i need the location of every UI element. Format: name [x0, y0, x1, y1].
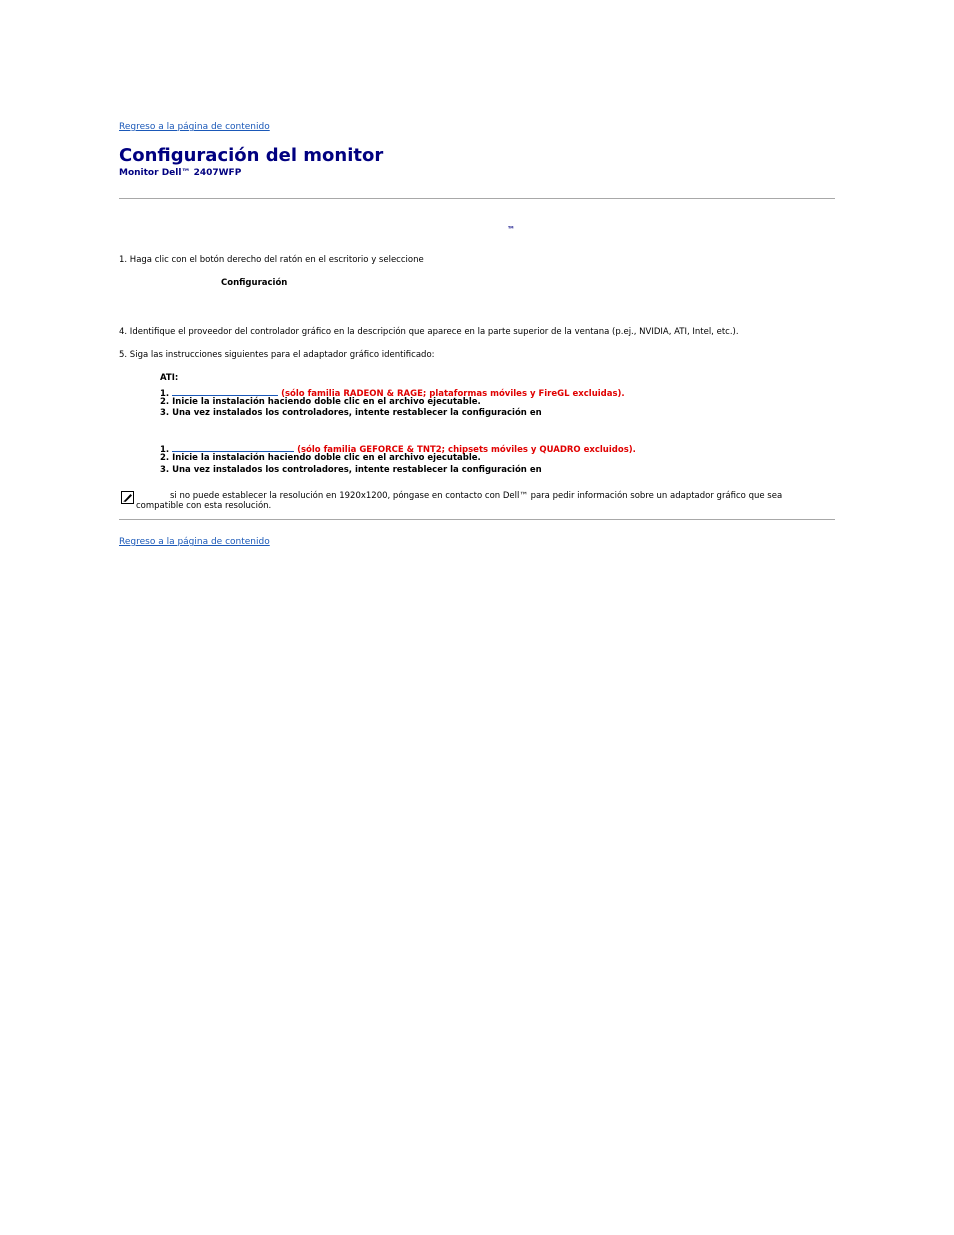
ati-driver-link[interactable] — [172, 386, 278, 396]
ati-heading: ATI: — [160, 373, 179, 383]
ati-item-3: 3. Una vez instalados los controladores, intente restablecer la configuración en — [160, 408, 542, 418]
step-5-text: 5. Siga las instrucciones siguientes para el adaptador gráfico identificado: — [119, 350, 435, 360]
configuracion-label: Configuración — [221, 278, 288, 288]
step-4-text: 4. Identifique el proveedor del controlador gráfico en la descripción que aparece en la parte superior de la ventana (p.ej., NVIDIA, ATI, Intel, etc.). — [119, 327, 739, 337]
note-text-line-2: compatible con esta resolución. — [136, 501, 272, 511]
page-subtitle: Monitor Dell™ 2407WFP — [119, 168, 242, 178]
back-to-contents-link-top[interactable]: Regreso a la página de contenido — [119, 122, 270, 132]
ati-item-1-number: 1. — [160, 389, 170, 399]
nvidia-item-2: 2. Inicie la instalación haciendo doble clic en el archivo ejecutable. — [160, 453, 481, 463]
note-text-line-1: si no puede establecer la resolución en 1920x1200, póngase en contacto con Dell™ para pedir información sobre un adaptador gráfico que sea — [170, 491, 783, 501]
ati-item-2: 2. Inicie la instalación haciendo doble clic en el archivo ejecutable. — [160, 397, 481, 407]
back-to-contents-link-bottom[interactable]: Regreso a la página de contenido — [119, 537, 270, 547]
nvidia-driver-link[interactable] — [172, 442, 294, 452]
ati-item-1-note: (sólo familia RADEON & RAGE; plataformas móviles y FireGL excluidas). — [281, 389, 625, 399]
trademark-mark: ™ — [507, 225, 515, 234]
nvidia-item-3: 3. Una vez instalados los controladores, intente restablecer la configuración en — [160, 465, 542, 475]
note-pencil-icon — [121, 491, 134, 504]
step-1-text: 1. Haga clic con el botón derecho del ratón en el escritorio y seleccione — [119, 255, 424, 265]
page-title: Configuración del monitor — [119, 145, 384, 166]
nvidia-item-1-note: (sólo familia GEFORCE & TNT2; chipsets móviles y QUADRO excluidos). — [297, 445, 636, 455]
nvidia-item-1-number: 1. — [160, 445, 170, 455]
divider-top — [119, 198, 835, 199]
divider-bottom — [119, 519, 835, 520]
